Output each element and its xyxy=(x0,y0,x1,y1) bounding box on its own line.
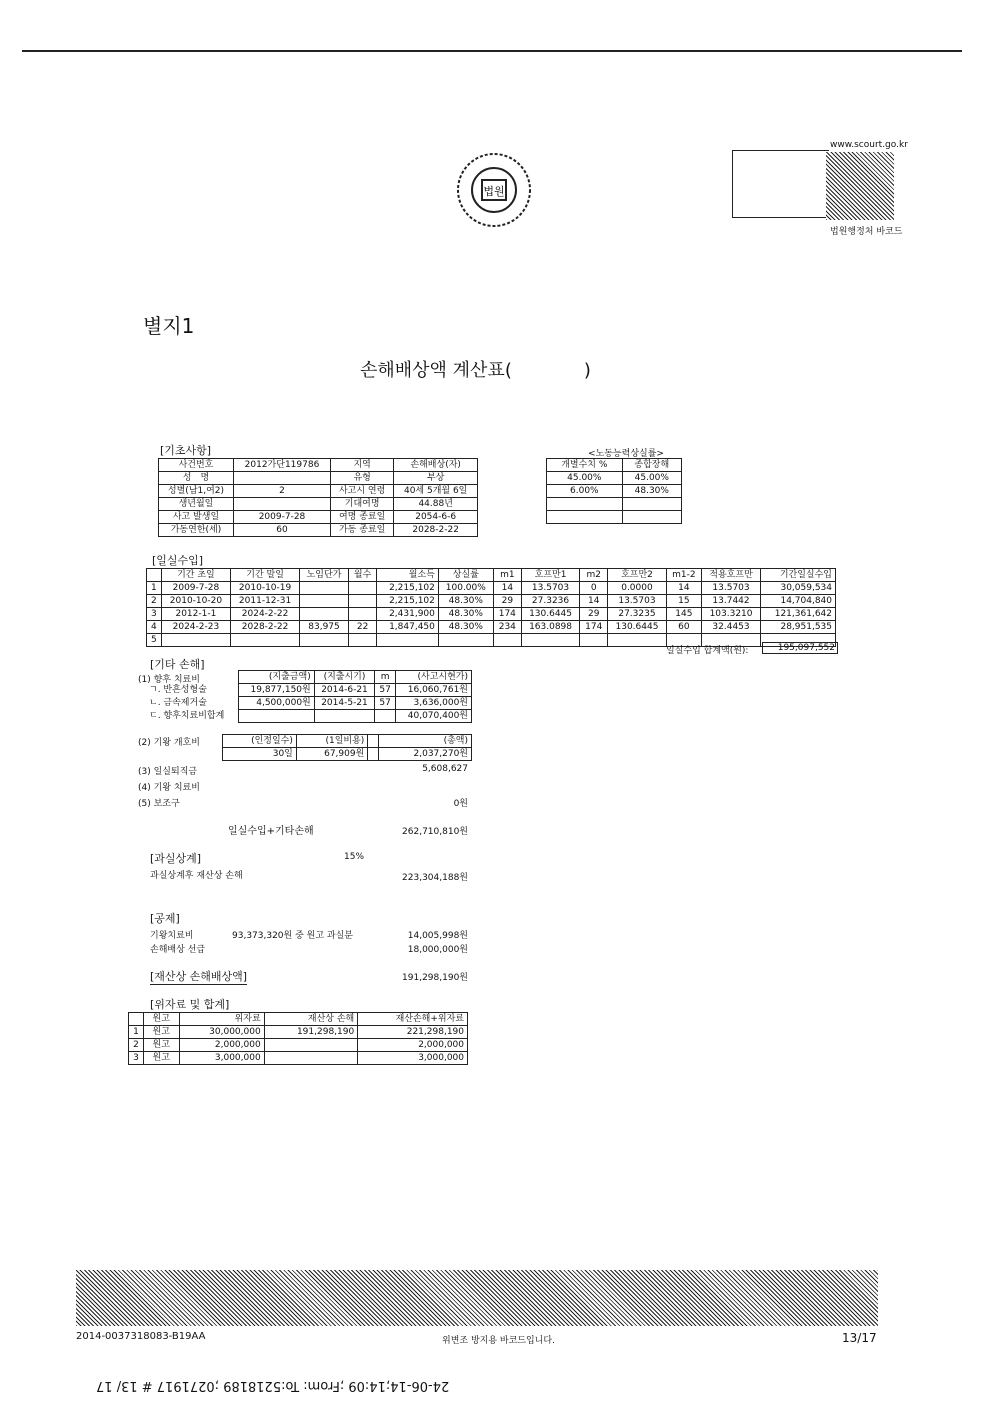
cell: 2024-2-23 xyxy=(161,621,230,634)
cell: 생년월일 xyxy=(159,498,234,511)
cell: 48.30% xyxy=(438,608,493,621)
labor-row-4 xyxy=(547,511,682,524)
cell: ㄱ. 반흔성형술 xyxy=(149,685,207,695)
cell: 재산손해+위자료 xyxy=(358,1013,468,1026)
cell: 2 xyxy=(233,485,330,498)
cell: 개별수치 % xyxy=(547,459,623,472)
cell: 13.5703 xyxy=(521,582,579,595)
cell: 83,975 xyxy=(300,621,349,634)
future-treatment-table xyxy=(146,670,472,723)
cell: 2012가단119786 xyxy=(233,459,330,472)
cell: 2012-1-1 xyxy=(161,608,230,621)
cell: 13.5703 xyxy=(608,595,666,608)
deduction-row-1-label: 기왕치료비 xyxy=(150,931,194,941)
cell: 부상 xyxy=(394,472,478,485)
cell xyxy=(438,634,493,647)
cell: m xyxy=(375,671,396,684)
cell xyxy=(233,498,330,511)
cell: 성 명 xyxy=(159,472,234,485)
cell: 원고 xyxy=(144,1013,180,1026)
cell: 22 xyxy=(348,621,376,634)
cell: 여명 종료일 xyxy=(330,511,393,524)
cell: 종합장해 xyxy=(622,459,681,472)
cell: 57 xyxy=(375,684,396,697)
cell: (1일비용) xyxy=(296,735,367,748)
lost-income-total-value: 195,097,552 xyxy=(762,642,838,654)
cell: 호프만1 xyxy=(521,569,579,582)
cell xyxy=(547,498,623,511)
cons-row-1 xyxy=(129,1026,468,1039)
cell: 130.6445 xyxy=(521,608,579,621)
deduction-row-1-note: 93,373,320원 중 원고 과실분 xyxy=(232,931,353,941)
cell xyxy=(375,710,396,723)
cell xyxy=(314,710,374,723)
cell: 14 xyxy=(493,582,521,595)
cell: 14 xyxy=(666,582,702,595)
basic-row-3 xyxy=(159,498,478,511)
cell: 사고시 연령 xyxy=(330,485,393,498)
cell: 40세 5개월 6일 xyxy=(394,485,478,498)
annex-label: 별지1 xyxy=(143,314,195,338)
cell xyxy=(300,608,349,621)
cell xyxy=(348,608,376,621)
cell: 2009-7-28 xyxy=(233,511,330,524)
cell: 가동 종료일 xyxy=(330,524,393,537)
cell: 손해배상(자) xyxy=(394,459,478,472)
property-damage-value: 191,298,190원 xyxy=(402,973,468,983)
income-row-0 xyxy=(147,569,836,582)
cell: 27.3236 xyxy=(521,595,579,608)
lost-income-section-label: [일실수입] xyxy=(152,554,204,567)
cell: 145 xyxy=(666,608,702,621)
cell xyxy=(264,1039,358,1052)
basic-row-4 xyxy=(159,511,478,524)
nursing-label: (2) 기왕 개호비 xyxy=(138,738,200,748)
cell: 28,951,535 xyxy=(760,621,835,634)
cell: 2014-6-21 xyxy=(314,684,374,697)
cell: 1 xyxy=(147,582,162,595)
negligence-rate: 15% xyxy=(344,852,365,862)
consolation-section-label: [위자료 및 합계] xyxy=(150,998,230,1011)
nursing-row-0 xyxy=(223,735,472,748)
qr-code-icon xyxy=(826,152,894,220)
future-row-3 xyxy=(146,710,472,723)
cell: 44.88년 xyxy=(394,498,478,511)
cell xyxy=(377,634,439,647)
cell: 48.30% xyxy=(438,621,493,634)
svg-text:법원: 법원 xyxy=(483,185,505,198)
cell: 30,000,000 xyxy=(179,1026,264,1039)
cell xyxy=(147,569,162,582)
cell: 191,298,190 xyxy=(264,1026,358,1039)
cell: 30일 xyxy=(223,748,297,761)
deduction-section-label: [공제] xyxy=(150,912,180,925)
cell xyxy=(348,582,376,595)
cell: 40,070,400원 xyxy=(396,710,472,723)
labor-row-3 xyxy=(547,498,682,511)
lost-income-table xyxy=(146,568,836,647)
cons-row-3 xyxy=(129,1052,468,1065)
sum-value: 262,710,810원 xyxy=(402,827,468,837)
cell xyxy=(608,634,666,647)
cell: 2011-12-31 xyxy=(231,595,300,608)
cell: 29 xyxy=(493,595,521,608)
income-row-1 xyxy=(147,582,836,595)
basic-row-2 xyxy=(159,485,478,498)
cell: 48.30% xyxy=(438,595,493,608)
cell: 적용호프만 xyxy=(702,569,761,582)
cell: 100.00% xyxy=(438,582,493,595)
future-row-2 xyxy=(146,697,472,710)
cell: 0.0000 xyxy=(608,582,666,595)
cell: 2,000,000 xyxy=(179,1039,264,1052)
cons-row-2 xyxy=(129,1039,468,1052)
fax-line: 24-06-14;14:09 ;From: To:5218189 ;0271917 # 13/ 17 xyxy=(96,1378,450,1393)
cell xyxy=(547,511,623,524)
cell xyxy=(368,735,379,748)
cell: 221,298,190 xyxy=(358,1026,468,1039)
cell: 121,361,642 xyxy=(760,608,835,621)
cell: 기간 말일 xyxy=(231,569,300,582)
cell xyxy=(622,498,681,511)
barcode-note: 위변조 방지용 바코드입니다. xyxy=(442,1336,555,1346)
cell: 6.00% xyxy=(547,485,623,498)
cell: 174 xyxy=(493,608,521,621)
barcode-caption: 법원행정처 바코드 xyxy=(830,227,903,237)
deduction-row-2-label: 손해배상 선급 xyxy=(150,945,206,955)
cell: ㄷ. 향후치료비합계 xyxy=(149,711,225,721)
cell xyxy=(521,634,579,647)
cell: 성별(남1,여2) xyxy=(159,485,234,498)
cell: 원고 xyxy=(144,1052,180,1065)
deduction-row-2-value: 18,000,000원 xyxy=(407,945,468,955)
cell: 14,704,840 xyxy=(760,595,835,608)
cell: 234 xyxy=(493,621,521,634)
cell: 14 xyxy=(580,595,608,608)
negligence-value: 223,304,188원 xyxy=(402,873,468,883)
cell: 1,847,450 xyxy=(377,621,439,634)
cell: 2010-10-19 xyxy=(231,582,300,595)
doc-number: 2014-0037318083-B19AA xyxy=(76,1331,206,1342)
cell: 45.00% xyxy=(547,472,623,485)
cell: 60 xyxy=(666,621,702,634)
labor-row-0 xyxy=(547,459,682,472)
future-row-1 xyxy=(146,684,472,697)
cell: 위자료 xyxy=(179,1013,264,1026)
header-barcode-frame xyxy=(732,150,829,218)
cell: 4 xyxy=(147,621,162,634)
page-title: 손해배상액 계산표( ) xyxy=(360,360,591,381)
cell xyxy=(622,511,681,524)
cell: 2,431,900 xyxy=(377,608,439,621)
cell: 월수 xyxy=(348,569,376,582)
cell: 기간 초일 xyxy=(161,569,230,582)
cell: 29 xyxy=(580,608,608,621)
cell: 16,060,761원 xyxy=(396,684,472,697)
cell: 월소득 xyxy=(377,569,439,582)
other-item-label: (5) 보조구 xyxy=(138,799,180,809)
footer-barcode-icon xyxy=(76,1270,878,1326)
cell xyxy=(146,671,238,684)
sum-label: 일실수입+기타손해 xyxy=(228,826,314,837)
deduction-row-1-value: 14,005,998원 xyxy=(407,931,468,941)
cell: 2,215,102 xyxy=(377,582,439,595)
cell: 3 xyxy=(147,608,162,621)
cell: 13.5703 xyxy=(702,582,761,595)
cell: 3,000,000 xyxy=(358,1052,468,1065)
cons-row-0 xyxy=(129,1013,468,1026)
cell xyxy=(264,1052,358,1065)
cell xyxy=(161,634,230,647)
cell: 2,215,102 xyxy=(377,595,439,608)
cell xyxy=(233,472,330,485)
cell: 2,000,000 xyxy=(358,1039,468,1052)
cell: 19,877,150원 xyxy=(238,684,314,697)
cell: 60 xyxy=(233,524,330,537)
cell: 원고 xyxy=(144,1026,180,1039)
cell: 103.3210 xyxy=(702,608,761,621)
court-seal-icon xyxy=(452,148,536,232)
cell: (지출시기) xyxy=(314,671,374,684)
basic-row-1 xyxy=(159,472,478,485)
cell: 15 xyxy=(666,595,702,608)
cell xyxy=(300,582,349,595)
property-damage-label: [재산상 손해배상액] xyxy=(150,970,248,983)
cell: (인정일수) xyxy=(223,735,297,748)
cell: 1 xyxy=(129,1026,144,1039)
cell: 상실률 xyxy=(438,569,493,582)
cell: 2,037,270원 xyxy=(378,748,471,761)
cell: 30,059,534 xyxy=(760,582,835,595)
cell: 2028-2-22 xyxy=(394,524,478,537)
cell: 57 xyxy=(375,697,396,710)
income-row-3 xyxy=(147,608,836,621)
basic-info-table xyxy=(158,458,478,537)
labor-row-1 xyxy=(547,472,682,485)
cell: (사고시현가) xyxy=(396,671,472,684)
cell: 유형 xyxy=(330,472,393,485)
cell: 원고 xyxy=(144,1039,180,1052)
barcode-url: www.scourt.go.kr xyxy=(830,140,908,150)
cell: 130.6445 xyxy=(608,621,666,634)
basic-section-label: [기초사항] xyxy=(160,444,212,457)
cell xyxy=(368,748,379,761)
cell: 163.0898 xyxy=(521,621,579,634)
cell: 2010-10-20 xyxy=(161,595,230,608)
other-item-value: 5,608,627 xyxy=(422,764,468,774)
cell: 2009-7-28 xyxy=(161,582,230,595)
cell: m2 xyxy=(580,569,608,582)
cell: m1-2 xyxy=(666,569,702,582)
lost-income-total-label: 일실수입 합계액(원): xyxy=(666,646,749,656)
future-treatment-label: (1) 향후 치료비 xyxy=(138,675,200,685)
cell xyxy=(493,634,521,647)
nursing-table xyxy=(222,734,472,761)
cell xyxy=(129,1013,144,1026)
consolation-table xyxy=(128,1012,468,1065)
cell: m1 xyxy=(493,569,521,582)
cell: ㄴ. 금속제거술 xyxy=(149,698,207,708)
cell: (총액) xyxy=(378,735,471,748)
cell xyxy=(300,634,349,647)
other-item-value: 0원 xyxy=(453,799,468,809)
cell: 13.7442 xyxy=(702,595,761,608)
nursing-row-1 xyxy=(223,748,472,761)
cell xyxy=(580,634,608,647)
cell: 27.3235 xyxy=(608,608,666,621)
top-rule xyxy=(22,50,962,52)
other-item-label: (4) 기왕 치료비 xyxy=(138,783,200,793)
cell: 기간일실수입 xyxy=(760,569,835,582)
cell: 45.00% xyxy=(622,472,681,485)
cell: 32.4453 xyxy=(702,621,761,634)
negligence-section-label: [과실상계] xyxy=(150,852,202,865)
cell: 2014-5-21 xyxy=(314,697,374,710)
cell xyxy=(231,634,300,647)
income-row-4 xyxy=(147,621,836,634)
income-row-2 xyxy=(147,595,836,608)
cell: 174 xyxy=(580,621,608,634)
cell: 3,636,000원 xyxy=(396,697,472,710)
future-row-0 xyxy=(146,671,472,684)
cell: 사건번호 xyxy=(159,459,234,472)
cell: 3 xyxy=(129,1052,144,1065)
basic-row-5 xyxy=(159,524,478,537)
cell: 4,500,000원 xyxy=(238,697,314,710)
cell: 2024-2-22 xyxy=(231,608,300,621)
cell: 사고 발생일 xyxy=(159,511,234,524)
other-loss-section-label: [기타 손해] xyxy=(150,658,205,671)
cell: (지출금액) xyxy=(238,671,314,684)
cell: 재산상 손해 xyxy=(264,1013,358,1026)
labor-loss-table xyxy=(546,458,682,524)
cell: 5 xyxy=(147,634,162,647)
cell: 67,909원 xyxy=(296,748,367,761)
cell: 2054-6-6 xyxy=(394,511,478,524)
labor-loss-label: <노동능력상실률> xyxy=(588,449,664,459)
cell xyxy=(348,634,376,647)
other-item-label: (3) 일실퇴직금 xyxy=(138,767,198,777)
cell: 2028-2-22 xyxy=(231,621,300,634)
basic-row-0 xyxy=(159,459,478,472)
cell: 0 xyxy=(580,582,608,595)
cell: 48.30% xyxy=(622,485,681,498)
cell: 기대여명 xyxy=(330,498,393,511)
cell: 2 xyxy=(147,595,162,608)
cell: 가동연한(세) xyxy=(159,524,234,537)
cell: 2 xyxy=(129,1039,144,1052)
cell xyxy=(348,595,376,608)
cell xyxy=(300,595,349,608)
labor-row-2 xyxy=(547,485,682,498)
negligence-label: 과실상계후 재산상 손해 xyxy=(150,871,243,881)
page-number: 13/17 xyxy=(842,1331,877,1345)
cell: 노임단가 xyxy=(300,569,349,582)
cell: 호프만2 xyxy=(608,569,666,582)
cell: 지역 xyxy=(330,459,393,472)
cell: 3,000,000 xyxy=(179,1052,264,1065)
cell xyxy=(238,710,314,723)
